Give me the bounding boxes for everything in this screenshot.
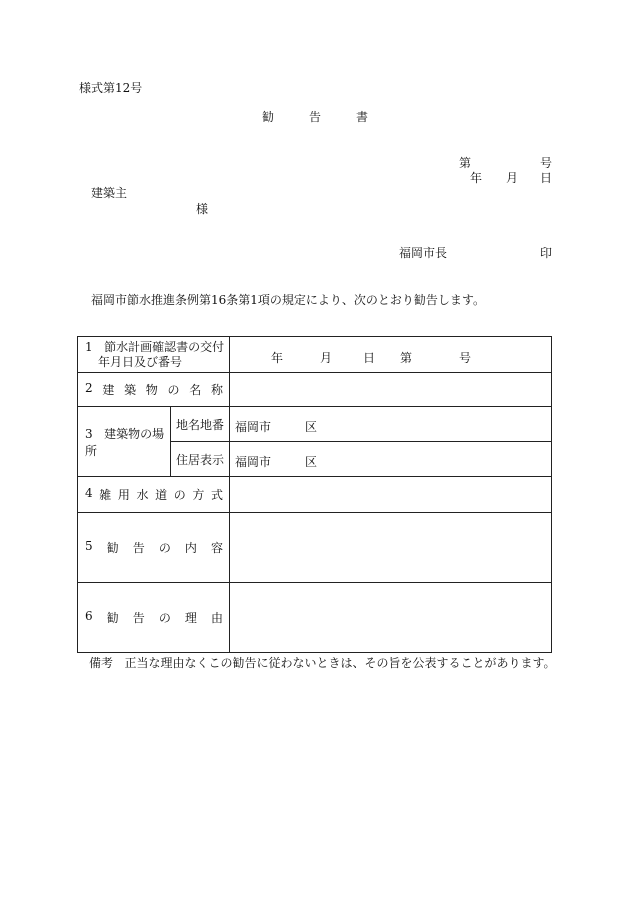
row4-label: 4 雑 用 水 道 の 方 式 <box>85 486 224 502</box>
issuer-title: 福岡市長 <box>399 246 448 260</box>
row3-sub2-value-cell[interactable] <box>230 442 552 477</box>
row3-sub1-city: 福岡市 <box>235 420 272 434</box>
table-row <box>78 583 552 653</box>
row2-label-cell <box>78 373 230 407</box>
table-row <box>78 373 552 407</box>
issue-date-year: 年 <box>470 171 483 185</box>
table-row <box>78 337 552 373</box>
row1-label-cell <box>78 337 230 373</box>
row1-number-suffix: 号 <box>459 351 472 365</box>
row3-sub1-label: 地名地番 <box>171 407 230 442</box>
issue-date-month: 月 <box>506 171 519 185</box>
issue-number-suffix: 号 <box>540 156 553 170</box>
row6-label: 6 勧 告 の 理 由 <box>85 609 223 625</box>
seal-mark: 印 <box>540 246 553 260</box>
intro-text: 福岡市節水推進条例第16条第1項の規定により、次のとおり勧告します。 <box>91 293 485 307</box>
remark <box>89 657 556 669</box>
recommendation-table <box>77 336 552 653</box>
form-number: 様式第12号 <box>79 81 143 95</box>
addressee-honorific: 様 <box>196 202 209 216</box>
row3-sub1-ward: 区 <box>305 420 318 434</box>
row2-label: 2 建 築 物 の 名 称 <box>85 381 223 397</box>
row1-value-cell[interactable] <box>230 337 552 373</box>
remark-label: 備考 <box>89 656 114 670</box>
row3-label-cell: 3 建築物の場所 <box>78 407 171 477</box>
row1-number-prefix: 第 <box>400 351 413 365</box>
title-char: 書 <box>356 110 369 124</box>
remark-text: 正当な理由なくこの勧告に従わないときは、その旨を公表することがあります。 <box>124 656 556 670</box>
row3-sub2-label: 住居表示 <box>171 442 230 477</box>
row3-sub2-ward: 区 <box>305 455 318 469</box>
title-char: 告 <box>309 110 322 124</box>
row3-sub1-value-cell[interactable] <box>230 407 552 442</box>
row1-day: 日 <box>363 351 376 365</box>
row5-label-cell <box>78 513 230 583</box>
issue-date-day: 日 <box>540 171 553 185</box>
row1-label-line2: 年月日及び番号 <box>98 354 183 369</box>
table-row <box>78 477 552 513</box>
row1-label-line1: 1 節水計画確認書の交付 <box>85 339 225 354</box>
addressee-label: 建築主 <box>91 186 128 200</box>
row2-value-cell[interactable] <box>230 373 552 407</box>
table-row <box>78 513 552 583</box>
row1-month: 月 <box>320 351 333 365</box>
row6-label-cell <box>78 583 230 653</box>
table-row <box>78 407 552 442</box>
title-char: 勧 <box>262 110 275 124</box>
row4-label-cell <box>78 477 230 513</box>
row3-sub2-city: 福岡市 <box>235 455 272 469</box>
issue-number-prefix: 第 <box>459 156 472 170</box>
row6-value-cell[interactable] <box>230 583 552 653</box>
row4-value-cell[interactable] <box>230 477 552 513</box>
document-title <box>262 111 368 123</box>
row1-year: 年 <box>271 351 284 365</box>
row5-label: 5 勧 告 の 内 容 <box>85 539 223 555</box>
row5-value-cell[interactable] <box>230 513 552 583</box>
